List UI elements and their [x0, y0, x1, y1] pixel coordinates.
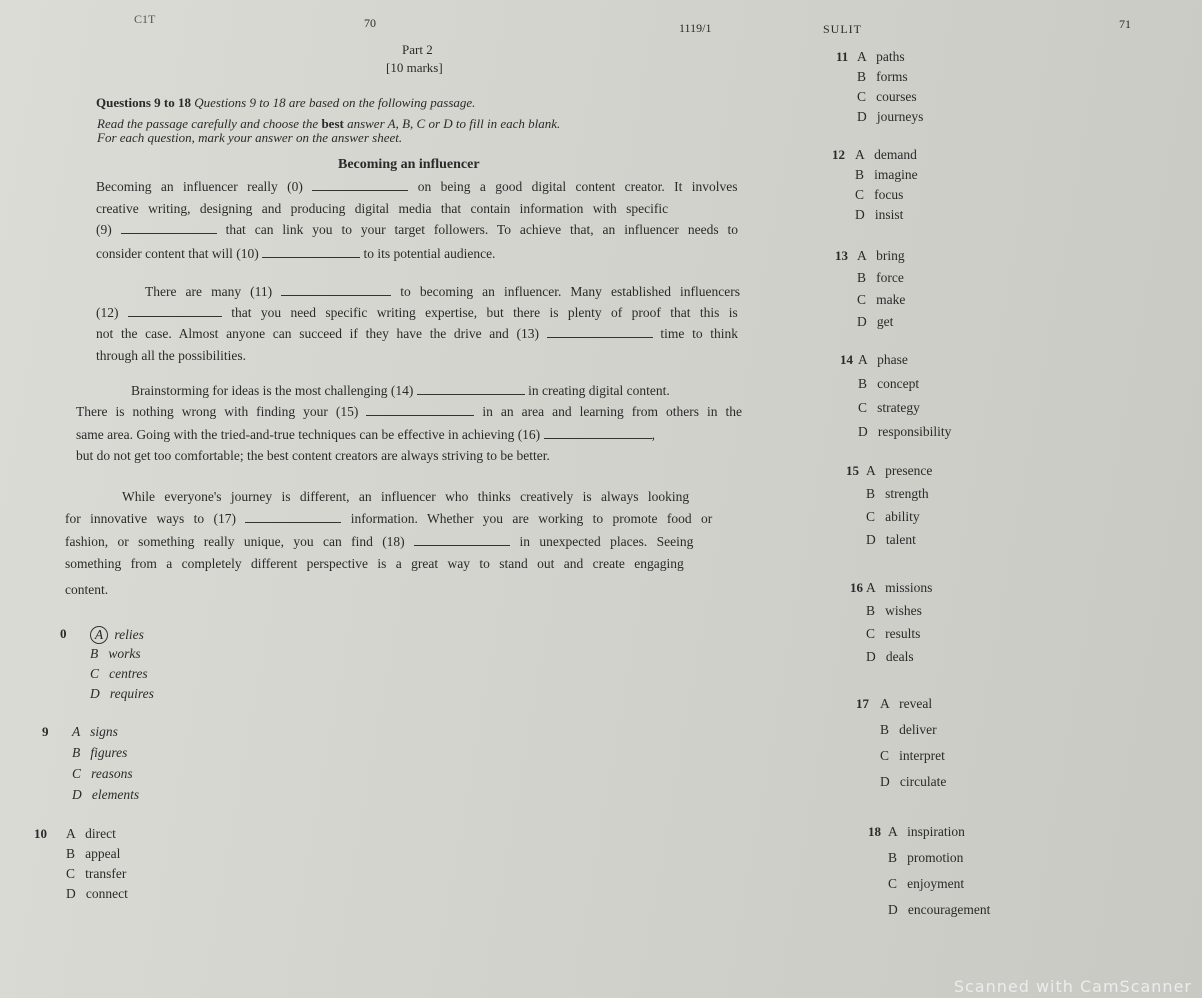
option-c[interactable] — [880, 748, 945, 764]
option-c[interactable] — [857, 292, 905, 308]
option-letter: B — [857, 69, 867, 84]
option-c[interactable] — [855, 187, 903, 203]
option-a[interactable] — [90, 626, 144, 644]
option-letter: C — [880, 748, 890, 763]
passage-text: in an area and learning from others in the — [474, 404, 742, 419]
answer-blank — [281, 294, 391, 296]
option-text: make — [866, 292, 906, 307]
passage-text: There is nothing wrong with finding your (15) — [76, 404, 367, 419]
part-marks: [10 marks] — [386, 60, 443, 75]
option-a[interactable] — [880, 696, 932, 712]
option-b[interactable] — [866, 603, 922, 619]
option-text: deliver — [889, 722, 937, 737]
option-b[interactable] — [880, 722, 937, 738]
question-number: 15 — [846, 463, 859, 478]
option-letter: A — [857, 248, 867, 263]
option-letter: C — [855, 187, 865, 202]
option-c[interactable] — [90, 666, 148, 682]
passage-line — [65, 531, 693, 553]
option-d[interactable] — [857, 314, 893, 330]
passage-text: , — [651, 427, 655, 442]
option-letter: C — [858, 400, 868, 415]
option-letter: D — [888, 902, 898, 917]
option-text: works — [98, 646, 141, 661]
option-c[interactable] — [858, 400, 920, 416]
option-text: bring — [866, 248, 905, 263]
option-letter: A — [66, 826, 76, 841]
option-letter: C — [888, 876, 898, 891]
passage-text: time to think — [652, 326, 739, 341]
option-text: enjoyment — [897, 876, 965, 891]
passage-text: information. Whether you are working to promote food or — [341, 511, 713, 526]
option-letter: A — [855, 147, 865, 162]
option-text: results — [875, 626, 921, 641]
paper-code: 1119/1 — [679, 21, 712, 35]
option-letter: C — [72, 766, 82, 781]
option-letter: C — [857, 292, 867, 307]
option-letter: B — [857, 270, 867, 285]
option-letter: D — [90, 686, 100, 701]
question-number: 16 — [850, 580, 863, 595]
option-text: connect — [75, 886, 128, 901]
option-text: strength — [875, 486, 929, 501]
option-letter: B — [855, 167, 865, 182]
option-a[interactable] — [888, 824, 965, 840]
passage-text: (12) — [96, 305, 128, 320]
option-text: courses — [866, 89, 917, 104]
passage-line — [96, 176, 738, 198]
passage-line — [96, 302, 738, 324]
option-text: forms — [866, 69, 908, 84]
option-a[interactable] — [857, 248, 905, 264]
option-a[interactable] — [66, 826, 116, 842]
option-letter: C — [866, 509, 876, 524]
instructions-read: Read the passage carefully and choose the best answer A, B, C or D to fill in each blank. — [97, 116, 561, 131]
question-number: 14 — [840, 352, 853, 367]
option-c[interactable] — [888, 876, 964, 892]
option-letter: D — [880, 774, 890, 789]
passage-line — [65, 579, 108, 601]
option-text: signs — [80, 724, 118, 739]
option-letter: C — [857, 89, 867, 104]
option-d[interactable] — [72, 787, 139, 803]
option-letter: A — [866, 580, 876, 595]
option-text: transfer — [75, 866, 127, 881]
passage-text: through all the possibilities. — [96, 348, 246, 363]
option-c[interactable] — [857, 89, 917, 105]
option-letter: B — [880, 722, 890, 737]
option-letter: B — [866, 603, 876, 618]
passage-line — [76, 445, 550, 467]
passage-text: content. — [65, 582, 109, 597]
passage-text: consider content that will (10) — [96, 246, 263, 261]
passage-text: not the case. Almost anyone can succeed if they have the drive and (13) — [96, 326, 547, 341]
passage-line — [96, 345, 246, 367]
option-text: reveal — [889, 696, 933, 711]
passage-text: to becoming an influencer. Many established influencers — [391, 284, 740, 299]
passage-text: While everyone's journey is different, an influencer who thinks creatively is always looking — [122, 489, 690, 504]
passage-line — [122, 486, 689, 508]
answer-blank — [312, 189, 408, 191]
option-a[interactable] — [858, 352, 908, 368]
option-letter: C — [866, 626, 876, 641]
passage-text: that can link you to your target followers. To achieve that, an influencer needs to — [216, 222, 738, 237]
passage-line — [96, 198, 668, 220]
option-letter: A — [880, 696, 890, 711]
instructions-range: Questions 9 to 18 Questions 9 to 18 are based on the following passage. — [96, 95, 476, 110]
option-letter: C — [90, 666, 100, 681]
part-title: Part 2 — [402, 42, 433, 57]
option-letter: B — [866, 486, 876, 501]
option-letter: A — [90, 626, 108, 644]
option-d[interactable] — [66, 886, 128, 902]
passage-line — [131, 380, 670, 402]
option-d[interactable] — [90, 686, 154, 702]
passage-line — [76, 401, 742, 423]
option-text: deals — [875, 649, 914, 664]
option-a[interactable] — [72, 724, 118, 740]
passage-line — [65, 508, 712, 530]
passage-text: creative writing, designing and producing digital media that contain information with specific — [96, 201, 669, 216]
option-letter: B — [90, 646, 99, 661]
answer-blank — [128, 315, 222, 317]
option-text: requires — [99, 686, 154, 701]
option-text: appeal — [75, 846, 121, 861]
option-letter: D — [858, 424, 868, 439]
answer-blank — [262, 256, 360, 258]
option-c[interactable] — [866, 509, 920, 525]
option-letter: D — [66, 886, 76, 901]
option-text: force — [866, 270, 904, 285]
question-number: 9 — [42, 724, 49, 739]
option-text: interpret — [889, 748, 945, 763]
answer-blank — [245, 521, 341, 523]
passage-text: on being a good digital content creator. It involves — [408, 179, 738, 194]
passage-title: Becoming an influencer — [338, 157, 480, 172]
option-a[interactable] — [866, 580, 932, 596]
option-text: direct — [75, 826, 116, 841]
passage-text: something from a completely different perspective is a great way to stand out and create engaging — [65, 556, 684, 571]
option-text: focus — [864, 187, 904, 202]
option-b[interactable] — [855, 167, 918, 183]
question-number: 17 — [856, 696, 869, 711]
option-b[interactable] — [72, 745, 127, 761]
option-letter: B — [72, 745, 81, 760]
passage-text: (9) — [96, 222, 121, 237]
option-letter: A — [888, 824, 898, 839]
option-text: ability — [875, 509, 920, 524]
instructions-mark: For each question, mark your answer on the answer sheet. — [97, 130, 403, 145]
passage-text: for innovative ways to (17) — [65, 511, 246, 526]
option-text: responsibility — [867, 424, 952, 439]
option-text: strategy — [867, 400, 920, 415]
option-a[interactable] — [855, 147, 917, 163]
option-text: paths — [866, 49, 905, 64]
option-b[interactable] — [66, 846, 120, 862]
option-d[interactable] — [857, 109, 923, 125]
passage-text: to its potential audience. — [360, 246, 496, 261]
passage-text: but do not get too comfortable; the best content creators are always striving to be better. — [76, 448, 550, 463]
option-letter: B — [888, 850, 898, 865]
option-c[interactable] — [72, 766, 133, 782]
option-letter: D — [866, 649, 876, 664]
scanner-watermark: Scanned with CamScanner — [953, 977, 1192, 996]
question-number: 10 — [34, 826, 47, 841]
option-text: get — [866, 314, 894, 329]
option-d[interactable] — [858, 424, 951, 440]
option-text: relies — [111, 627, 144, 642]
passage-text: in unexpected places. Seeing — [510, 534, 694, 549]
option-text: insist — [864, 207, 904, 222]
option-letter: D — [855, 207, 865, 222]
option-text: imagine — [864, 167, 918, 182]
passage-text: same area. Going with the tried-and-true techniques can be effective in achieving (16) — [76, 427, 544, 442]
option-text: centres — [99, 666, 148, 681]
option-b[interactable] — [858, 376, 919, 392]
corner-mark: C1T — [134, 12, 156, 26]
option-letter: C — [66, 866, 76, 881]
option-text: talent — [875, 532, 916, 547]
option-text: presence — [875, 463, 933, 478]
option-a[interactable] — [866, 463, 932, 479]
option-letter: B — [858, 376, 868, 391]
option-text: wishes — [875, 603, 922, 618]
option-text: reasons — [81, 766, 133, 781]
answer-blank — [366, 414, 474, 416]
option-letter: A — [857, 49, 867, 64]
question-number: 13 — [835, 248, 848, 263]
option-text: elements — [81, 787, 140, 802]
option-d[interactable] — [855, 207, 903, 223]
passage-text: There are many (11) — [145, 284, 282, 299]
option-text: phase — [867, 352, 908, 367]
option-c[interactable] — [866, 626, 920, 642]
passage-line — [96, 323, 738, 345]
option-text: concept — [867, 376, 920, 391]
answer-blank — [417, 393, 525, 395]
passage-text: in creating digital content. — [524, 383, 670, 398]
question-number: 12 — [832, 147, 845, 162]
passage-text: that you need specific writing expertise, but there is plenty of proof that this is — [221, 305, 738, 320]
option-text: encouragement — [897, 902, 991, 917]
passage-text: fashion, or something really unique, you can find (18) — [65, 534, 415, 549]
option-text: missions — [875, 580, 933, 595]
page-number-left: 70 — [364, 16, 376, 30]
option-text: promotion — [897, 850, 964, 865]
answer-blank — [547, 336, 653, 338]
answer-blank — [121, 232, 217, 234]
question-number: 0 — [60, 626, 67, 641]
sulit-label: SULIT — [823, 22, 862, 36]
option-c[interactable] — [66, 866, 126, 882]
option-b[interactable] — [866, 486, 929, 502]
passage-line — [96, 219, 738, 241]
option-text: inspiration — [897, 824, 965, 839]
option-b[interactable] — [857, 69, 908, 85]
option-d[interactable] — [866, 532, 916, 548]
question-number: 18 — [868, 824, 881, 839]
option-d[interactable] — [888, 902, 990, 918]
option-d[interactable] — [866, 649, 914, 665]
page-number-right: 71 — [1119, 17, 1131, 31]
option-b[interactable] — [888, 850, 963, 866]
option-letter: A — [72, 724, 81, 739]
passage-line — [145, 281, 740, 303]
option-letter: D — [72, 787, 82, 802]
option-letter: A — [866, 463, 876, 478]
option-a[interactable] — [857, 49, 905, 65]
passage-text: Becoming an influencer really (0) — [96, 179, 313, 194]
answer-blank — [544, 437, 652, 439]
option-b[interactable] — [90, 646, 141, 662]
passage-text: Brainstorming for ideas is the most challenging (14) — [131, 383, 417, 398]
option-letter: B — [66, 846, 76, 861]
option-text: circulate — [889, 774, 947, 789]
answer-blank — [414, 544, 510, 546]
option-letter: A — [858, 352, 868, 367]
option-letter: D — [857, 109, 867, 124]
option-text: figures — [80, 745, 128, 760]
passage-line — [96, 243, 495, 265]
option-b[interactable] — [857, 270, 904, 286]
option-letter: D — [866, 532, 876, 547]
passage-line — [76, 424, 655, 446]
option-text: demand — [864, 147, 917, 162]
option-d[interactable] — [880, 774, 946, 790]
passage-line — [65, 553, 684, 575]
option-text: journeys — [866, 109, 924, 124]
option-letter: D — [857, 314, 867, 329]
question-number: 11 — [836, 49, 849, 64]
